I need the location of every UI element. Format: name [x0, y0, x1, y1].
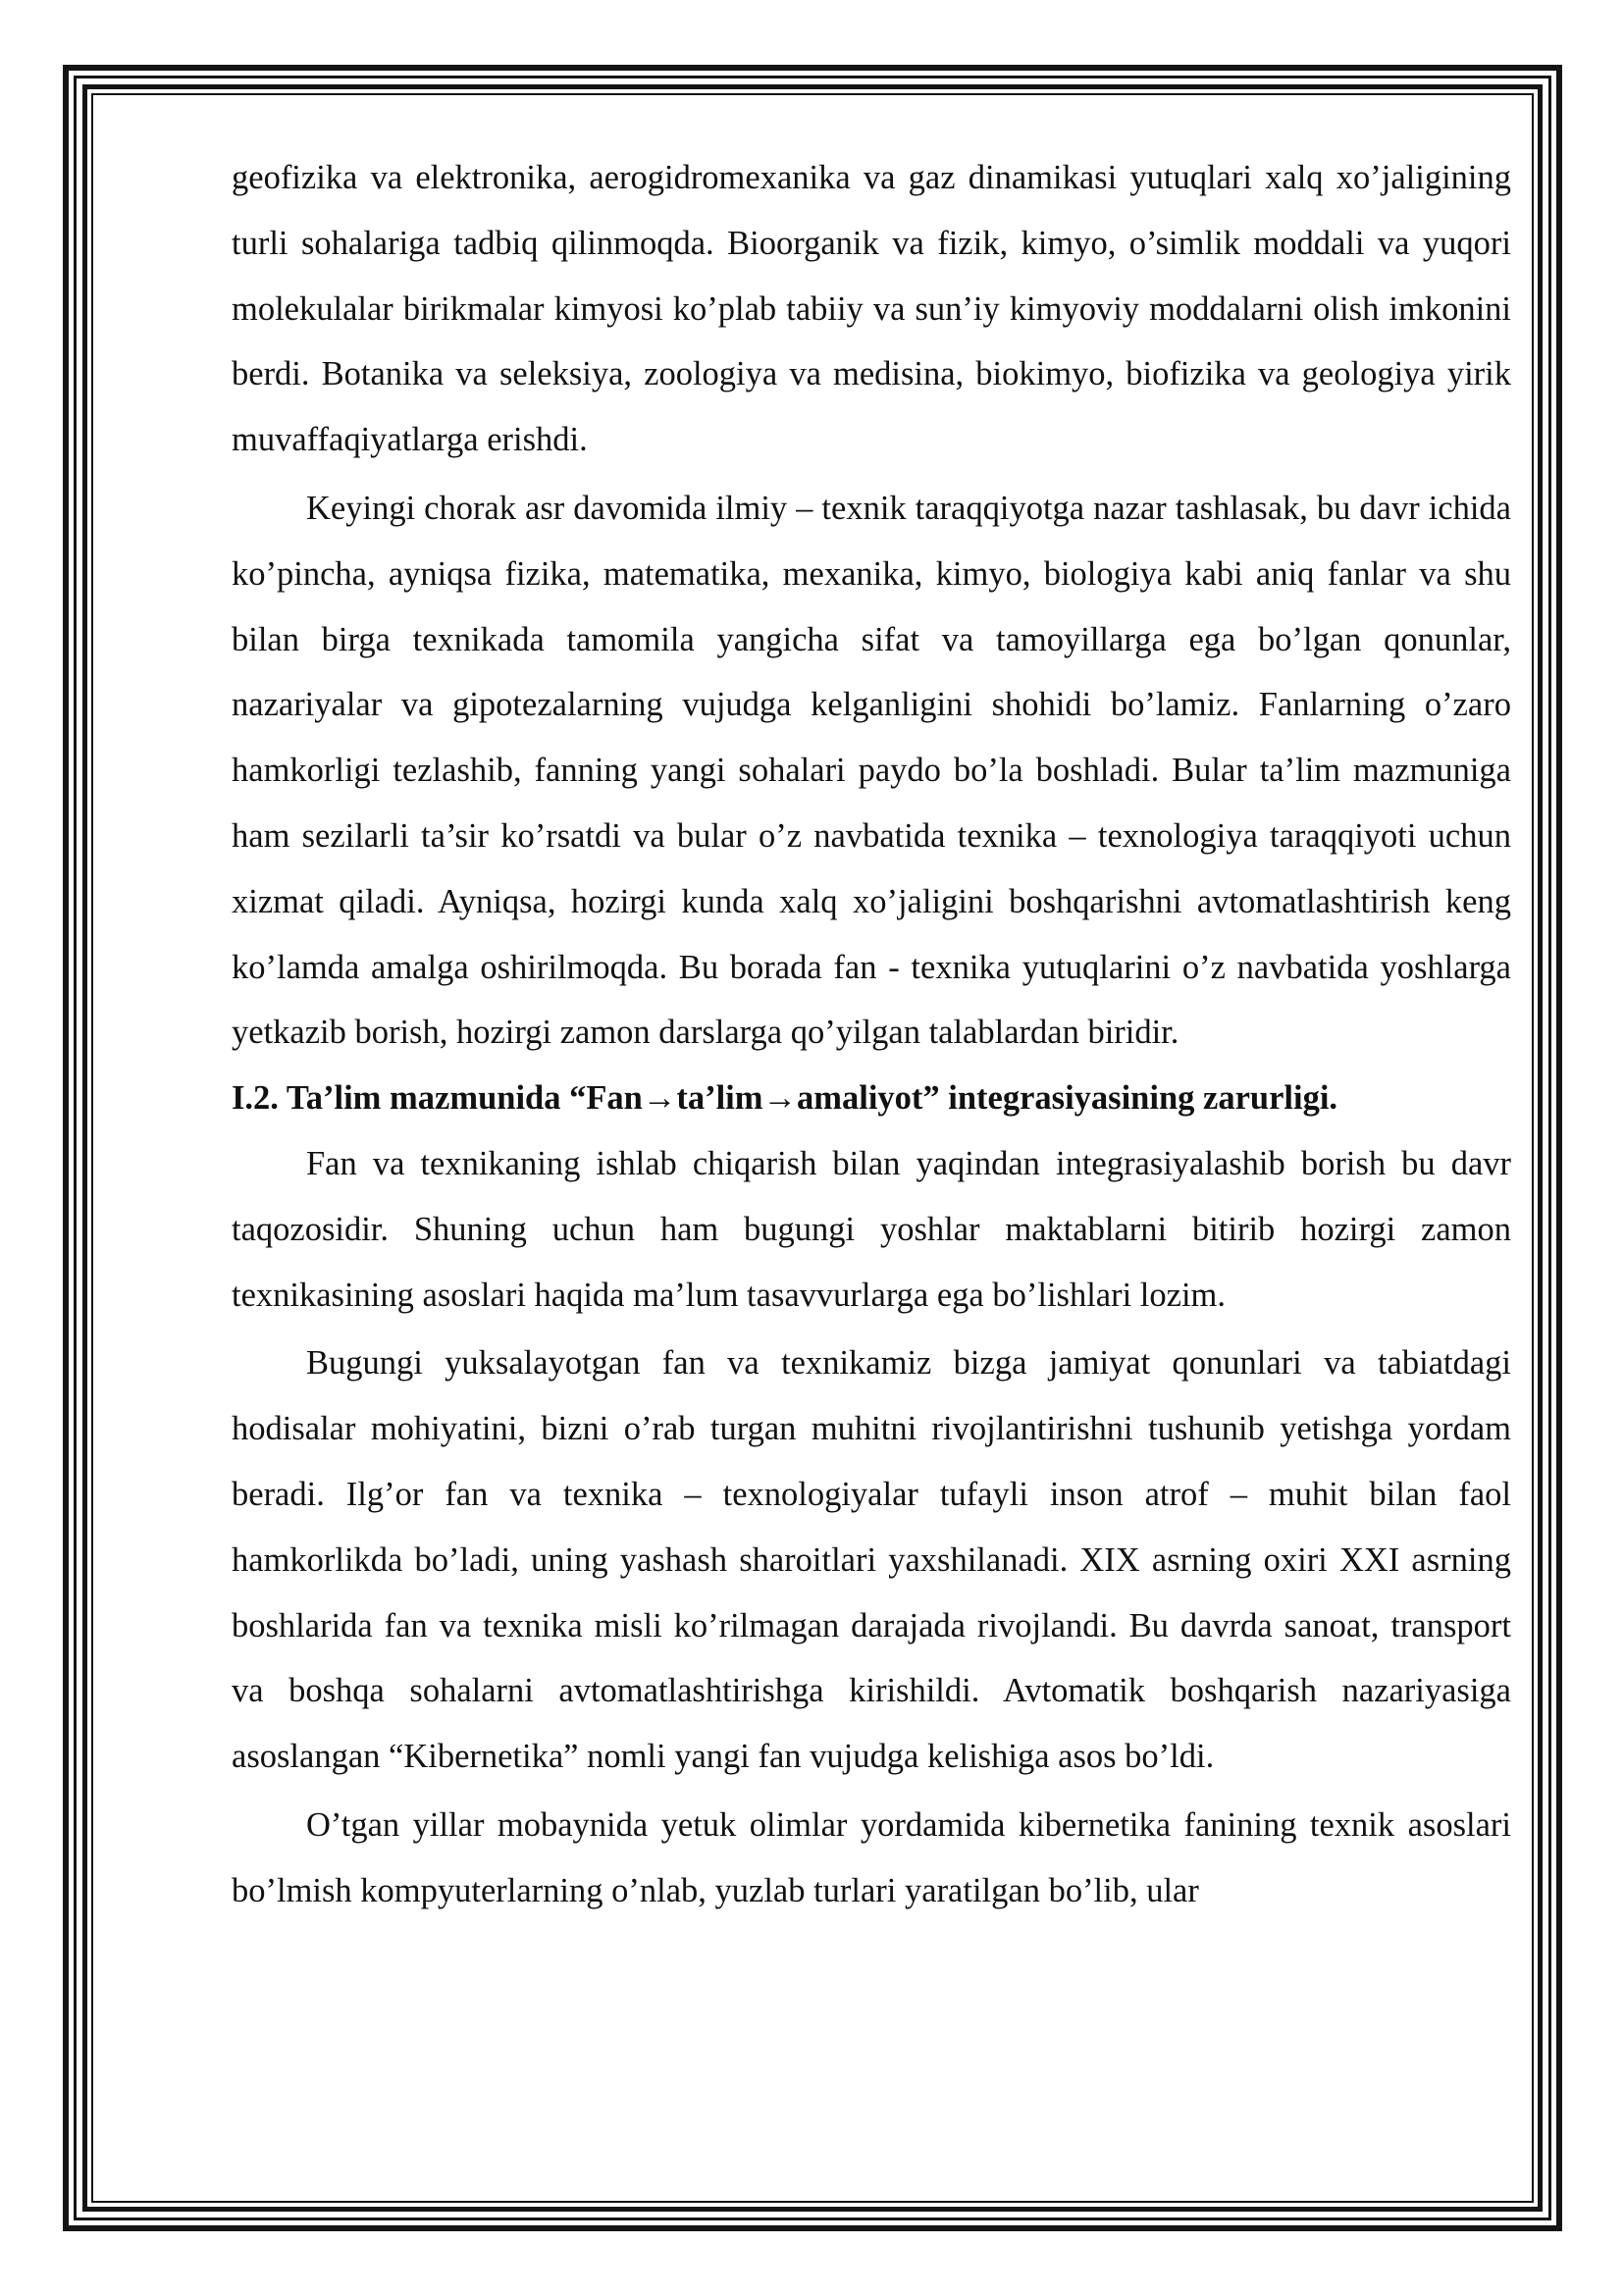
paragraph-cybernetics: O’tgan yillar mobaynida yetuk olimlar yordamida kibernetika fanining texnik asoslari bo’lmish kompyuterlarning o’nlab, yuzlab turlari yaratilgan bo’lib, ular: [232, 1805, 1511, 1909]
paragraph-integration: Fan va texnikaning ishlab chiqarish bilan yaqindan integrasiyalashib borish bu davr taqozosidir. Shuning uchun ham bugungi yoshlar maktablarni bitirib hozirgi zamon texnikasining asoslari haqida ma’lum tasavvurlarga ega bo’lishlari lozim.: [232, 1144, 1511, 1314]
section-heading: I.2. Ta’lim mazmunida “Fan→ta’lim→amaliyot” integrasiyasining zarurligi.: [232, 1079, 1338, 1118]
paragraph-modern-science: Bugungi yuksalayotgan fan va texnikamiz bizga jamiyat qonunlari va tabiatdagi hodisalar mohiyatini, bizni o’rab turgan muhitni rivojlantirishni tushunib yetishga yordam beradi. Ilg’or fan va texnika – texnologiyalar tufayli inson atrof – muhit bilan faol hamkorlikda bo’ladi, uning yashash sharoitlari yaxshilanadi. XIX asrning oxiri XXI asrning boshlarida fan va texnika misli ko’rilmagan darajada rivojlandi. Bu davrda sanoat, transport va boshqa sohalarni avtomatlashtirishga kirishildi. Avtomatik boshqarish nazariyasiga asoslangan “Kibernetika” nomli yangi fan vujudga kelishiga asos bo’ldi.: [232, 1344, 1511, 1776]
paragraph-continuation: geofizika va elektronika, aerogidromexanika va gaz dinamikasi yutuqlari xalq xo’jaligining turli sohalariga tadbiq qilinmoqda. Bioorganik va fizik, kimyo, o’simlik moddali va yuqori molekulalar birikmalar kimyosi ko’plab tabiiy va sun’iy kimyoviy moddalarni olish imkonini berdi. Botanika va seleksiya, zoologiya va medisina, biokimyo, biofizika va geologiya yirik muvaffaqiyatlarga erishdi.: [232, 159, 1511, 459]
page-content: [232, 145, 1511, 1924]
paragraph-scientific-progress: Keyingi chorak asr davomida ilmiy – texnik taraqqiyotga nazar tashlasak, bu davr ichida ko’pincha, ayniqsa fizika, matematika, mexanika, kimyo, biologiya kabi aniq fanlar va shu bilan birga texnikada tamomila yangicha sifat va tamoyillarga ega bo’lgan qonunlar, nazariyalar va gipotezalarning vujudga kelganligini shohidi bo’lamiz. Fanlarning o’zaro hamkorligi tezlashib, fanning yangi sohalari paydo bo’la boshladi. Bular ta’lim mazmuniga ham sezilarli ta’sir ko’rsatdi va bular o’z navbatida texnika – texnologiya taraqqiyoti uchun xizmat qiladi. Ayniqsa, hozirgi kunda xalq xo’jaligini boshqarishni avtomatlashtirish keng ko’lamda amalga oshirilmoqda. Bu borada fan - texnika yutuqlarini o’z navbatida yoshlarga yetkazib borish, hozirgi zamon darslarga qo’yilgan talablardan biridir.: [232, 489, 1511, 1052]
